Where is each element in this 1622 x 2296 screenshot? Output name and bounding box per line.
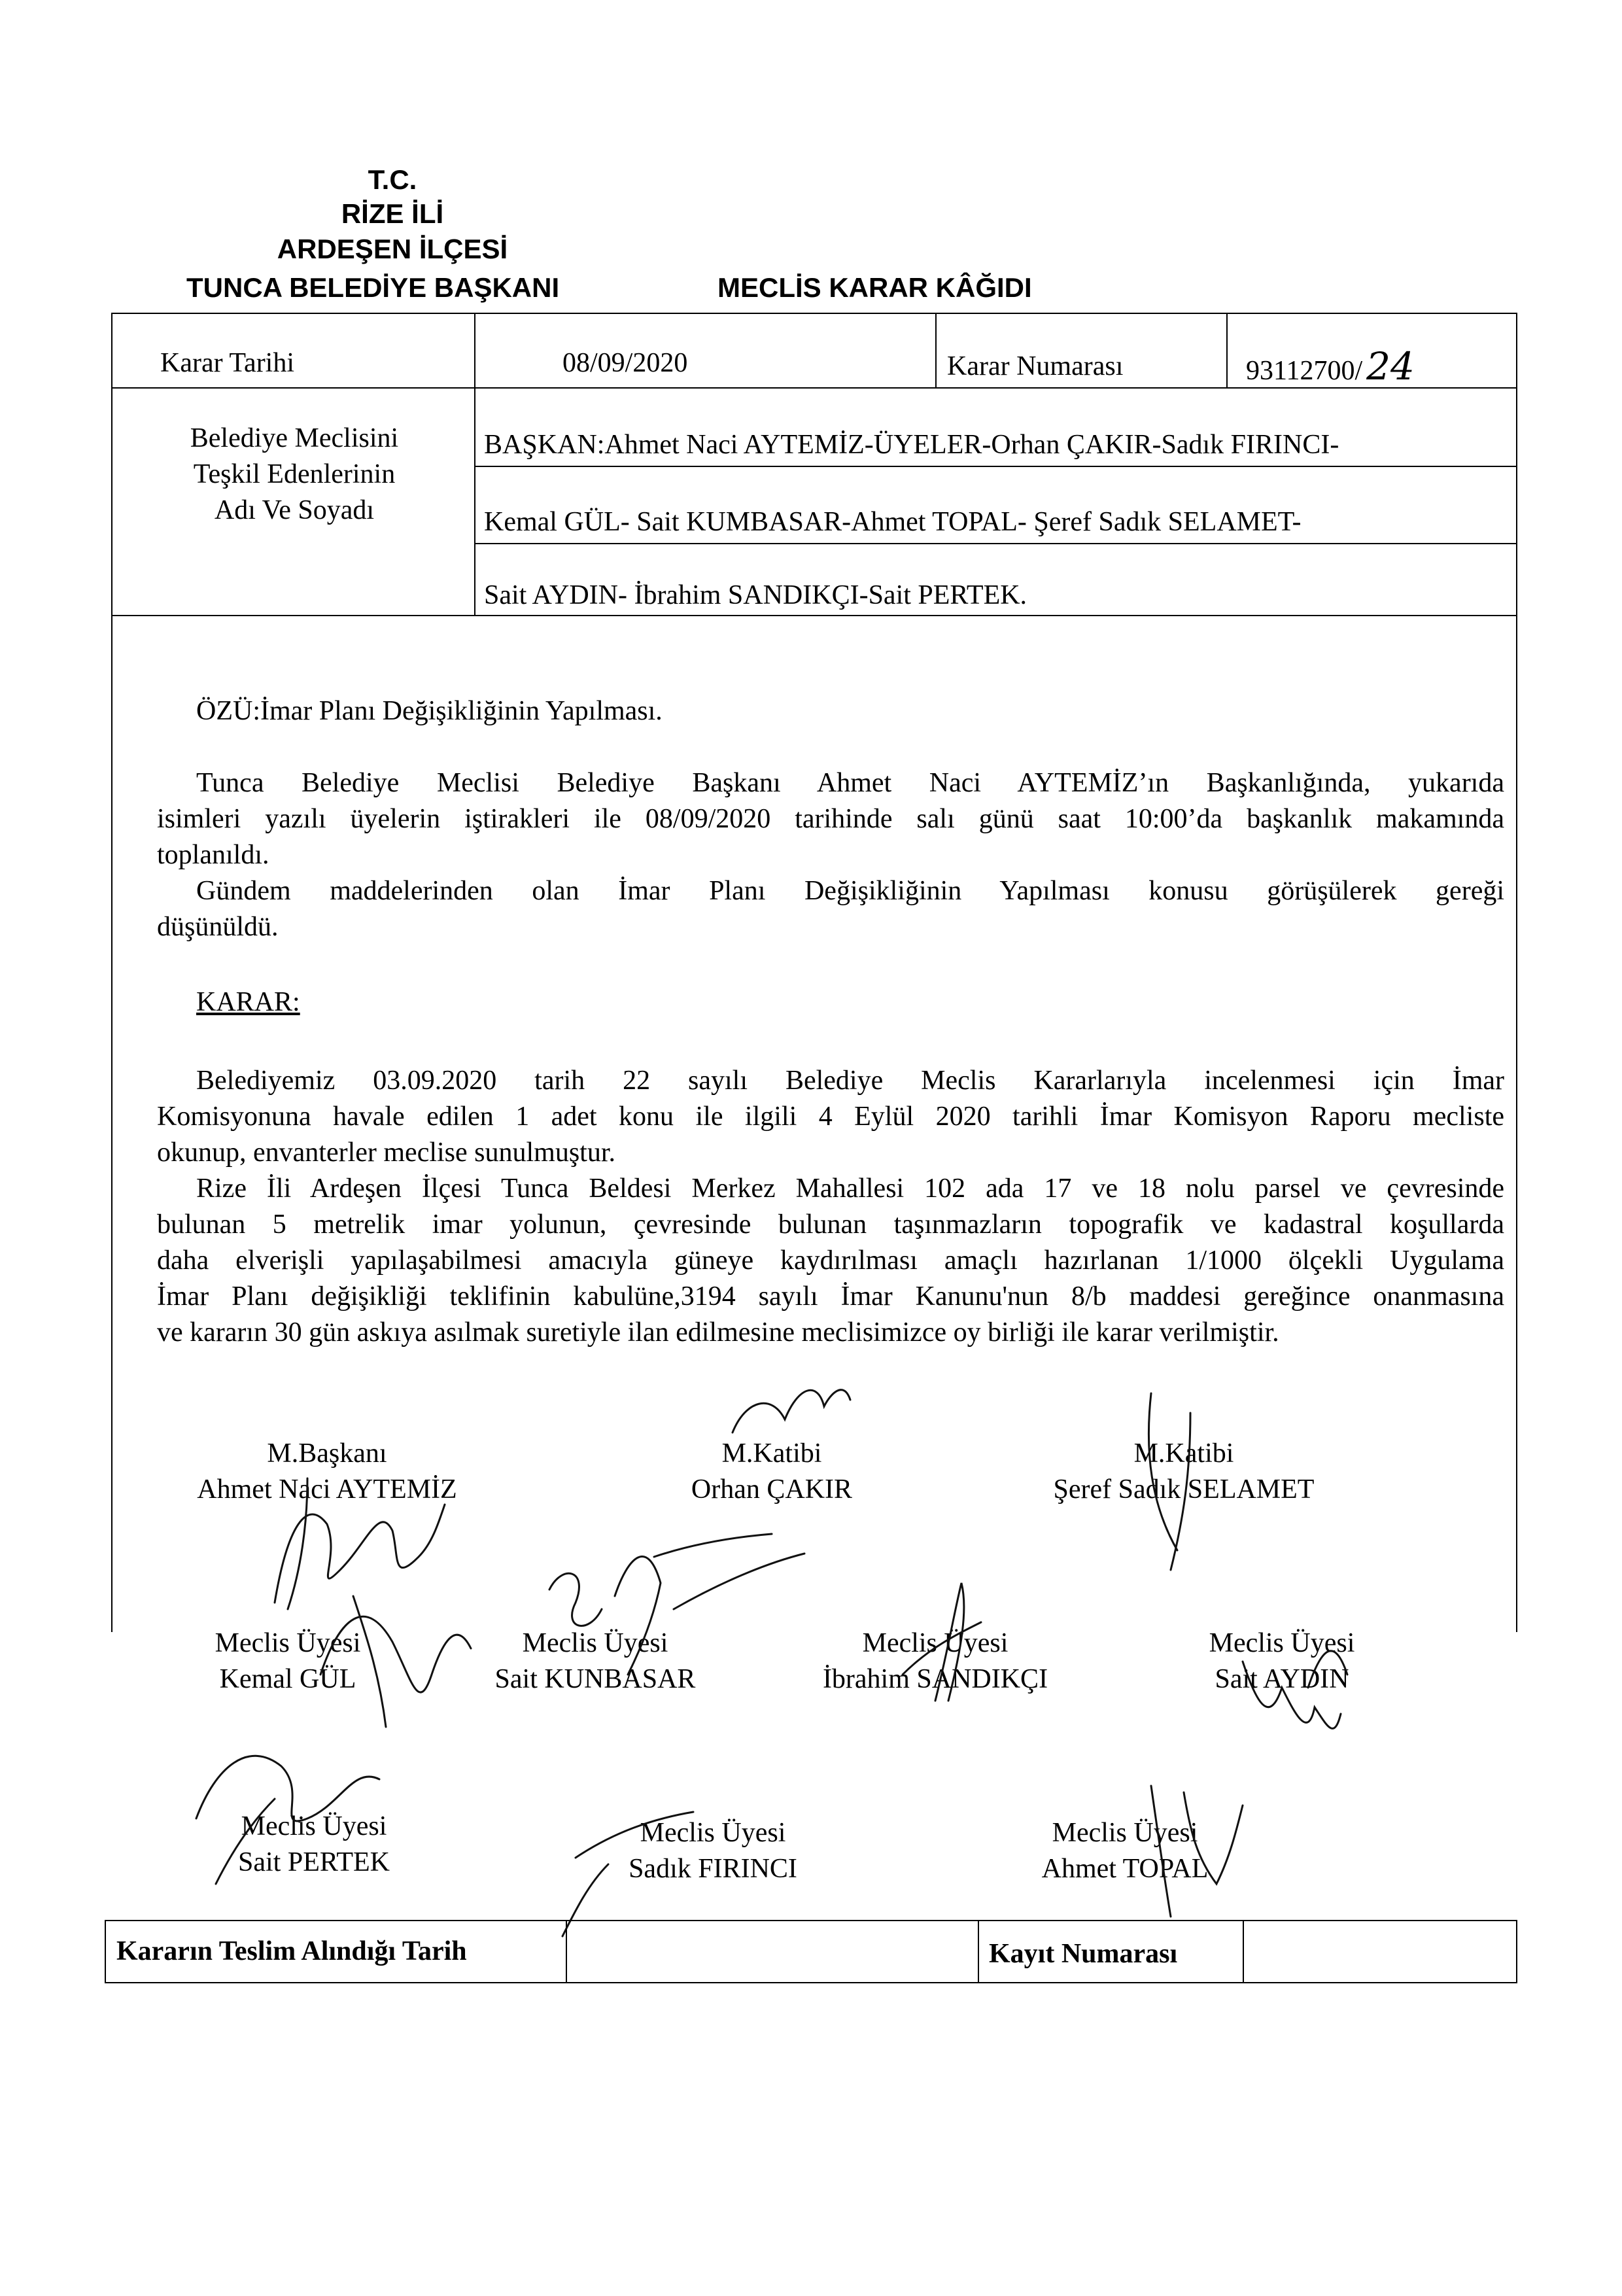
signature-role: Meclis Üyesi <box>241 1811 387 1841</box>
signature-name: Sadık FIRINCI <box>629 1854 797 1884</box>
header-district: ARDEŞEN İLÇESİ <box>277 234 508 264</box>
signature-name: Sait KUNBASAR <box>494 1664 696 1694</box>
members-label-1: Belediye Meclisini <box>190 423 399 453</box>
members-line-2: Kemal GÜL- Sait KUMBASAR-Ahmet TOPAL- Şeref Sadık SELAMET- <box>484 507 1302 537</box>
handwritten-number: 24 <box>1366 344 1415 389</box>
decision-number-label: Karar Numarası <box>947 351 1124 381</box>
signature-block-clerk-2 <box>994 1436 1373 1508</box>
signature-block-member-sandikci <box>772 1626 1099 1697</box>
header-tc: T.C. <box>368 164 417 195</box>
paragraph-1: Tunca Belediye Meclisi Belediye Başkanı Ahmet Naci AYTEMİZ’ın Başkanlığında, yukarıda isimleri yazılı üyelerin iştirakleri ile 08/09/2020 tarihinde salı günü saat 10:00’da başkanlık makamında toplanıldı. <box>157 768 1504 870</box>
decision-heading: KARAR: <box>196 987 300 1017</box>
signature-block-member-kunbasar <box>445 1626 746 1697</box>
signature-block-member-topal <box>981 1815 1269 1887</box>
signature-role: M.Katibi <box>721 1438 822 1469</box>
signature-name: Ahmet Naci AYTEMİZ <box>197 1474 457 1505</box>
decision-number-value: 93112700/ 24 <box>1246 344 1415 389</box>
decision-date-label: Karar Tarihi <box>160 348 295 378</box>
subject: ÖZÜ:İmar Planı Değişikliğinin Yapılması. <box>196 696 663 726</box>
signature-block-member-firinci <box>562 1815 863 1887</box>
members-line-3: Sait AYDIN- İbrahim SANDIKÇI-Sait PERTEK. <box>484 580 1027 610</box>
signature-block-clerk-1 <box>589 1436 955 1508</box>
signature-name: Sait AYDIN <box>1215 1664 1349 1694</box>
paragraph-3: Belediyemiz 03.09.2020 tarih 22 sayılı Belediye Meclis Kararlarıyla incelenmesi için İmar Komisyonuna havale edilen 1 adet konu ile ilgili 4 Eylül 2020 tarihli İmar Komisyon Raporu mecliste okunup, envanterler meclise sunulmuştur. <box>157 1066 1504 1168</box>
signature-role: Meclis Üyesi <box>1052 1818 1198 1848</box>
signature-block-member-gul <box>144 1626 432 1697</box>
signature-block-mayor <box>144 1436 510 1508</box>
members-line-1: BAŞKAN:Ahmet Naci AYTEMİZ-ÜYELER-Orhan ÇAKIR-Sadık FIRINCI- <box>484 430 1339 460</box>
signature-name: İbrahim SANDIKÇI <box>822 1664 1048 1694</box>
signature-name: Şeref Sadık SELAMET <box>1053 1474 1315 1505</box>
signature-role: M.Başkanı <box>267 1438 387 1469</box>
members-label-3: Adı Ve Soyadı <box>214 495 375 525</box>
record-number-label: Kayıt Numarası <box>989 1939 1178 1969</box>
header-province: RİZE İLİ <box>341 198 444 229</box>
signature-role: Meclis Üyesi <box>640 1818 786 1848</box>
received-date-label: Kararın Teslim Alındığı Tarih <box>116 1936 467 1966</box>
members-label-2: Teşkil Edenlerinin <box>193 459 396 489</box>
signature-name: Sait PERTEK <box>238 1847 390 1877</box>
signature-name: Ahmet TOPAL <box>1041 1854 1209 1884</box>
signature-role: Meclis Üyesi <box>522 1628 668 1658</box>
header-municipality: TUNCA BELEDİYE BAŞKANI <box>186 272 560 303</box>
signature-role: Meclis Üyesi <box>1209 1628 1355 1658</box>
form-title: MECLİS KARAR KÂĞIDI <box>717 272 1032 303</box>
signature-name: Orhan ÇAKIR <box>691 1474 853 1505</box>
paragraph-2: Gündem maddelerinden olan İmar Planı Değişikliğinin Yapılması konusu görüşülerek gereği düşünüldü. <box>157 876 1504 942</box>
signature-block-member-pertek <box>183 1809 445 1881</box>
signature-role: Meclis Üyesi <box>862 1628 1009 1658</box>
signature-block-member-aydin <box>1138 1626 1426 1697</box>
paragraph-4: Rize İli Ardeşen İlçesi Tunca Beldesi Merkez Mahallesi 102 ada 17 ve 18 nolu parsel ve çevresinde bulunan 5 metrelik imar yolunun, çevresinde bulunan taşınmazların topografik ve kadastral koşullarda daha elverişli yapılaşabilmesi amacıyla güneye kaydırılması amaçlı hazırlanan 1/1000 ölçekli Uygulama İmar Planı değişikliği teklifinin kabulüne,3194 sayılı İmar Kanunu'nun 8/b maddesi gereğince onanmasına ve kararın 30 gün askıya asılmak suretiyle ilan edilmesine meclisimizce oy birliği ile karar verilmiştir. <box>157 1174 1504 1348</box>
signature-role: Meclis Üyesi <box>215 1628 361 1658</box>
signature-role: M.Katibi <box>1133 1438 1234 1469</box>
decision-date-value: 08/09/2020 <box>562 348 688 378</box>
signature-name: Kemal GÜL <box>219 1664 356 1694</box>
